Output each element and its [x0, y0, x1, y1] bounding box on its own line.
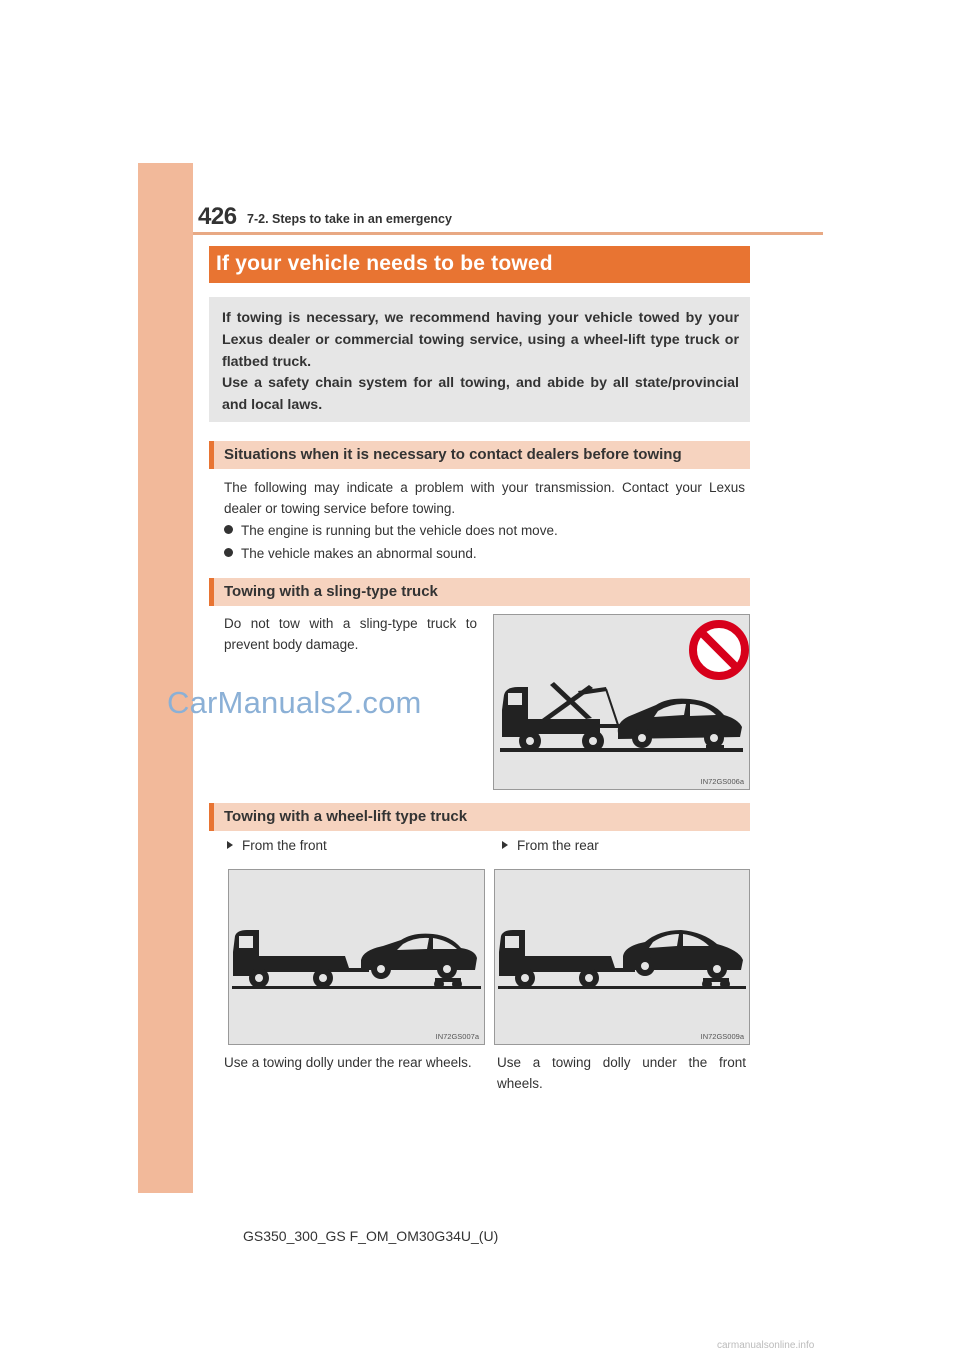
rear-caption: Use a towing dolly under the front wheels.	[497, 1055, 746, 1091]
tow-truck-icon	[499, 930, 635, 988]
wheel-lift-rear-illustration	[495, 870, 749, 1044]
bullet-item	[224, 546, 477, 561]
footer-manual-code: GS350_300_GS F_OM_OM30G34U_(U)	[243, 1228, 499, 1244]
corner-watermark: carmanualsonline.info	[717, 1340, 815, 1351]
tow-truck-icon	[233, 930, 369, 988]
section-heading-text: Towing with a sling-type truck	[224, 583, 438, 600]
triangle-bullet-icon	[227, 841, 233, 849]
sling-truck-illustration	[494, 615, 749, 789]
intro-box	[209, 297, 750, 422]
bullet-text: The engine is running but the vehicle does not move.	[241, 523, 558, 538]
tow-truck-icon	[502, 682, 622, 752]
front-caption: Use a towing dolly under the rear wheels.	[224, 1055, 472, 1070]
from-rear-label	[502, 838, 599, 853]
page-number: 426	[198, 203, 237, 230]
section-heading-wheel-lift	[209, 803, 750, 831]
main-heading-bar	[209, 246, 750, 283]
sling-truck-prohibited-figure	[493, 614, 750, 790]
intro-paragraph-2: Use a safety chain system for all towing, and abide by all state/provincial and local laws.	[222, 375, 739, 413]
figure-code: IN72GS009a	[700, 1032, 744, 1041]
section1-body: The following may indicate a problem with your transmission. Contact your Lexus dealer or towing service before towing.	[224, 480, 745, 516]
wheel-lift-front-illustration	[229, 870, 484, 1044]
watermark-logo: CarManuals2.com	[167, 685, 422, 720]
triangle-bullet-icon	[502, 841, 508, 849]
intro-paragraph-1: If towing is necessary, we recommend having your vehicle towed by your Lexus dealer or commercial towing service, using a wheel-lift type truck or flatbed truck.	[222, 310, 739, 370]
section-heading-contact-dealers	[209, 441, 750, 469]
figure-code: IN72GS007a	[435, 1032, 479, 1041]
section-heading-sling-truck	[209, 578, 750, 606]
prohibition-sign-icon	[693, 624, 745, 676]
main-heading-text: If your vehicle needs to be towed	[216, 252, 553, 275]
figure-code: IN72GS006a	[700, 777, 744, 786]
wheel-lift-rear-figure	[494, 869, 750, 1045]
section2-body: Do not tow with a sling-type truck to prevent body damage.	[224, 616, 477, 652]
bullet-text: The vehicle makes an abnormal sound.	[241, 546, 477, 561]
bullet-item	[224, 523, 558, 538]
header-rule	[193, 232, 823, 235]
section-heading-text: Situations when it is necessary to contact dealers before towing	[224, 446, 682, 463]
from-front-text: From the front	[242, 838, 327, 853]
section-heading-text: Towing with a wheel-lift type truck	[224, 808, 468, 825]
from-front-label	[227, 838, 327, 853]
wheel-lift-front-figure	[228, 869, 485, 1045]
from-rear-text: From the rear	[517, 838, 599, 853]
sidebar-tab	[138, 163, 193, 1193]
bullet-dot-icon	[224, 525, 233, 534]
chapter-title: 7-2. Steps to take in an emergency	[247, 212, 452, 226]
bullet-dot-icon	[224, 548, 233, 557]
